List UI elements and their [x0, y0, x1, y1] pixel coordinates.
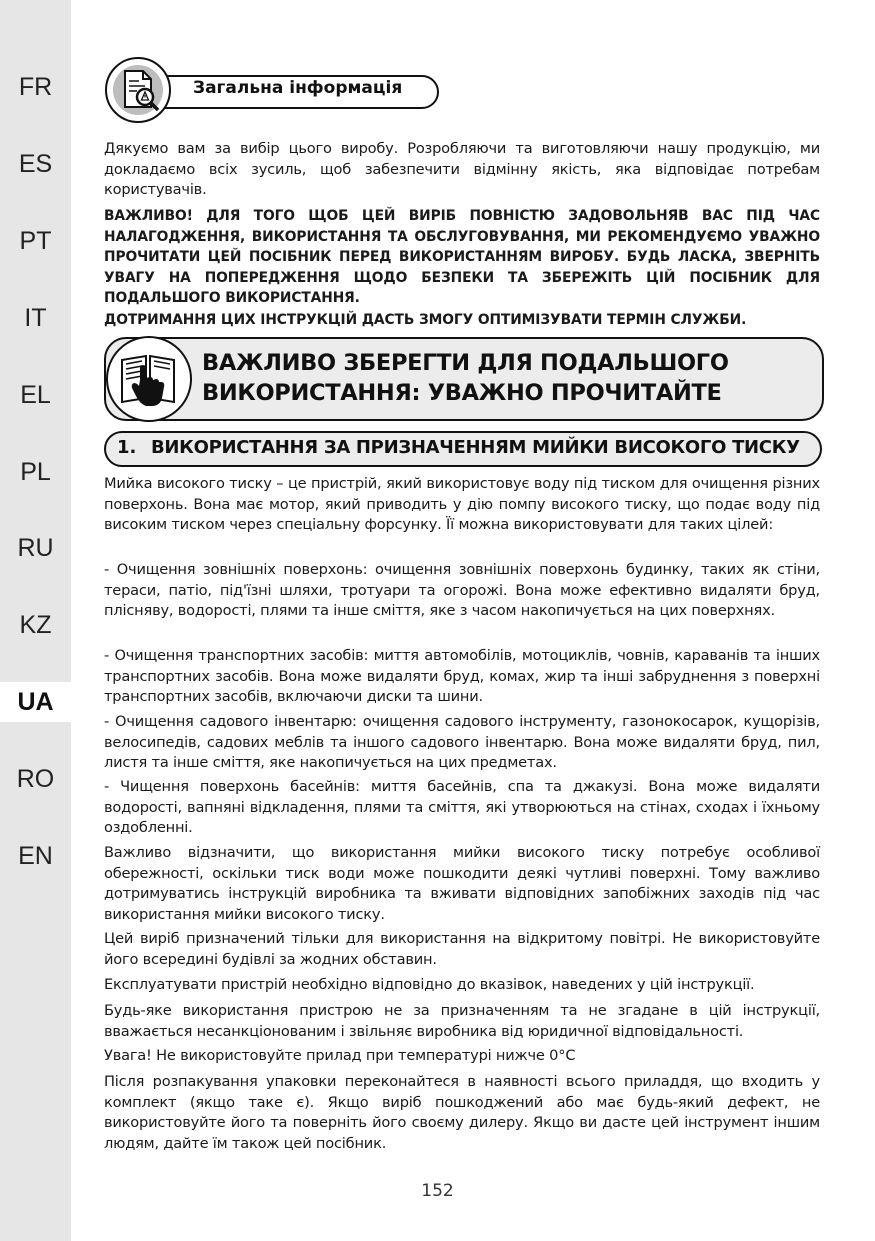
lang-tab-pl[interactable]: PL	[20, 458, 51, 486]
section-paragraph: - Чищення поверхонь басейнів: миття басейнів, спа та джакузі. Вона може видаляти водорості, вапняні відкладення, плями та сміття, які утворюються на стінах, сходах і їхньому оздобленні.	[104, 778, 820, 837]
lang-tab-ro[interactable]: RO	[16, 765, 55, 793]
reading-manual-icon	[116, 346, 180, 410]
banner-line-1: ВАЖЛИВО ЗБЕРЕГТИ ДЛЯ ПОДАЛЬШОГО	[202, 350, 729, 376]
lang-tab-es[interactable]: ES	[18, 150, 53, 178]
lang-tab-pt[interactable]: PT	[19, 227, 52, 255]
warning-icon-circle	[106, 336, 192, 422]
lang-tab-el[interactable]: EL	[20, 381, 51, 409]
lang-tab-fr[interactable]: FR	[18, 73, 53, 101]
section-paragraph: Важливо відзначити, що використання мийки високого тиску потребує особливої обережності, оскільки тиск води може пошкодити деякі чутливі поверхні. Тому важливо дотримуватись інструкцій виробника та вживати відповідних запобіжних заходів під час використання мийки високого тиску.	[104, 844, 820, 923]
important-notice: ВАЖЛИВО! ДЛЯ ТОГО ЩОБ ЦЕЙ ВИРІБ ПОВНІСТЮ ЗАДОВОЛЬНЯВ ВАС ПІД ЧАС НАЛАГОДЖЕННЯ, ВИКОРИСТАННЯ ТА ОБСЛУГОВУВАННЯ, МИ РЕКОМЕНДУЄМО УВАЖНО ПРОЧИТАТИ ЦЕЙ ПОСІБНИК ПЕРЕД ВИКОРИСТАННЯМ ВИРОБУ. БУДЬ ЛАСКА, ЗВЕРНІТЬ УВАГУ НА ПОПЕРЕДЖЕННЯ ЩОДО БЕЗПЕКИ ТА ЗБЕРЕЖІТЬ ЦІЙ ПОСІБНИК ДЛЯ ПОДАЛЬШОГО ВИКОРИСТАННЯ.	[104, 208, 820, 307]
general-info-header	[105, 57, 440, 127]
temperature-warning: Увага! Не використовуйте прилад при температурі нижче 0°C	[104, 1047, 576, 1064]
section-paragraph: Експлуатувати пристрій необхідно відповідно до вказівок, наведених у цій інструкції.	[104, 976, 755, 993]
lang-tab-kz[interactable]: KZ	[19, 611, 52, 639]
section-paragraph: Після розпакування упаковки переконайтеся в наявності всього приладдя, що входить у комплект (якщо таке є). Якщо виріб пошкоджений або має будь-який дефект, не використовуйте його та поверніть його своєму дилеру. Якщо ви дасте цей інструмент іншим людям, дайте їм також цей посібник.	[104, 1073, 820, 1152]
document-magnifier-icon	[111, 63, 165, 117]
lang-tab-en[interactable]: EN	[18, 842, 53, 870]
lang-tab-ua-active[interactable]: UA	[0, 682, 71, 722]
intro-paragraph: Дякуємо вам за вибір цього виробу. Розробляючи та виготовляючи нашу продукцію, ми докладаємо всіх зусиль, щоб забезпечити відмінну якість, яка відповідає потребам користувачів.	[104, 140, 820, 199]
lang-tab-it[interactable]: IT	[24, 304, 47, 332]
section-title: ВИКОРИСТАННЯ ЗА ПРИЗНАЧЕННЯМ МИЙКИ ВИСОКОГО ТИСКУ	[151, 437, 800, 458]
banner-text	[202, 348, 802, 408]
section-paragraph: Цей виріб призначений тільки для використання на відкритому повітрі. Не використовуйте його всередині будівлі за жодних обставин.	[104, 930, 820, 968]
section-paragraph: - Очищення садового інвентарю: очищення садового інструменту, газонокосарок, кущорізів, велосипедів, садових меблів та іншого садового інвентарю. Вона може видаляти бруд, пил, листя та інше сміття, яке накопичується на цих предметах.	[104, 713, 820, 772]
general-info-title: Загальна інформація	[193, 78, 403, 98]
section-paragraph: - Очищення зовнішніх поверхонь: очищення зовнішніх поверхонь будинку, таких як стіни, тераси, патіо, під'їзні шляхи, тротуари та огорожі. Вона може ефективно видаляти бруд, плісняву, водорості, плями та інше сміття, яке з часом накопичується на цих поверхнях.	[104, 561, 820, 620]
general-info-icon-circle	[105, 57, 171, 123]
section-paragraph: Мийка високого тиску – це пристрій, який використовує воду під тиском для очищення різних поверхонь. Вона має мотор, який приводить у дію помпу високого тиску, що подає воду під високим тиском через спеціальну форсунку. Її можна використовувати для таких цілей:	[104, 475, 820, 534]
lang-tab-ru[interactable]: RU	[17, 534, 54, 562]
banner-line-2: ВИКОРИСТАННЯ: УВАЖНО ПРОЧИТАЙТЕ	[202, 380, 722, 406]
page-number: 152	[421, 1181, 454, 1201]
section-paragraph: - Очищення транспортних засобів: миття автомобілів, мотоциклів, човнів, караванів та інших транспортних засобів. Вона може видаляти бруд, комах, жир та інші забруднення з поверхні транспортних засобів, включаючи диски та шини.	[104, 647, 820, 706]
section-paragraph: Будь-яке використання пристрою не за призначенням та не згадане в цій інструкції, вважається несанкціонованим і звільняє виробника від юридичної відповідальності.	[104, 1002, 820, 1040]
lifetime-notice: ДОТРИМАННЯ ЦИХ ІНСТРУКЦІЙ ДАСТЬ ЗМОГУ ОПТИМІЗУВАТИ ТЕРМІН СЛУЖБИ.	[104, 312, 747, 328]
section-number: 1.	[117, 437, 137, 458]
